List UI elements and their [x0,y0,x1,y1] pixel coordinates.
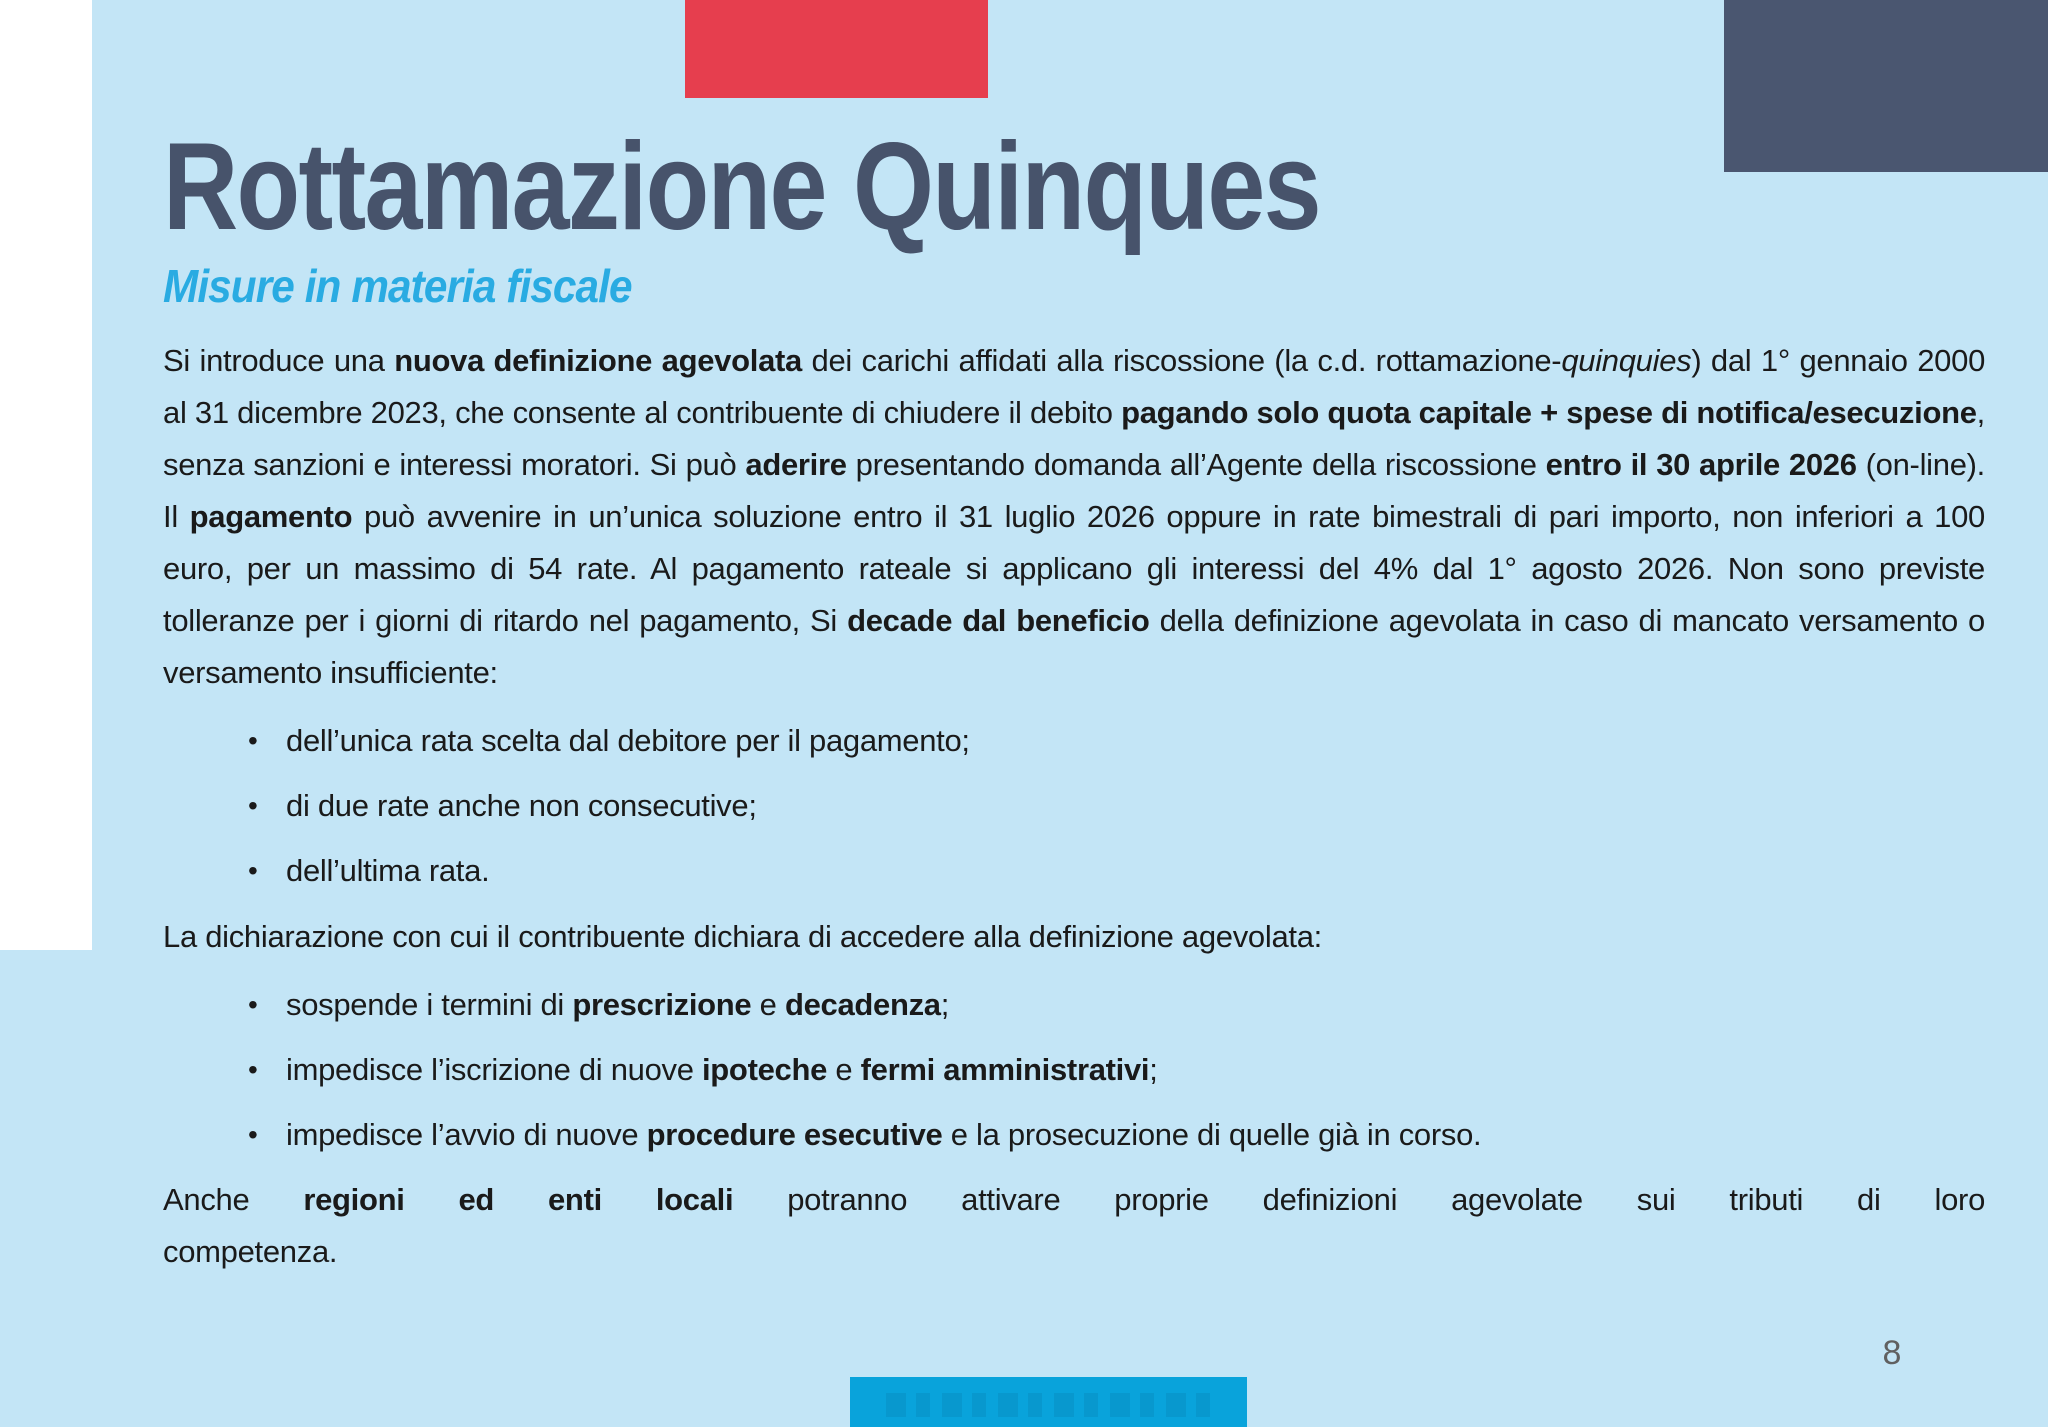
text-segment: di due rate anche non consecutive; [286,788,757,824]
bold-text-segment: prescrizione [572,987,752,1023]
text-segment: e la prosecuzione di quelle già in corso. [942,1117,1482,1153]
bullet-dot-icon: • [248,1054,258,1086]
text-segment: Si introduce una [163,343,395,379]
bullet-item [248,979,1985,1031]
page-number: 8 [1882,1334,1902,1372]
text-segment: Anche [163,1182,304,1218]
bold-text-segment: decade dal beneficio [847,603,1150,639]
text-segment: (on-line). Il [163,447,1985,535]
bullet-text [286,780,757,832]
bold-text-segment: entro il 30 aprile 2026 [1545,447,1857,483]
text-segment: e [751,987,785,1023]
paragraph-dichiarazione: La dichiarazione con cui il contribuente dichiara di accedere alla definizione agevolata: [163,919,1322,955]
text-segment: e [827,1052,861,1088]
text-segment: dell’unica rata scelta dal debitore per il pagamento; [286,723,970,759]
bullet-item [248,715,1985,767]
bullet-text [286,1044,1158,1096]
bold-text-segment: pagando solo quota capitale + spese di notifica/esecuzione [1121,395,1977,431]
text-segment: può avvenire in un’unica soluzione entro il 31 luglio 2026 oppure in rate bimestrali di pari importo, non inferiori a 100 euro, per un massimo di 54 rate. Al pagamento rateale si applicano gli interessi del 4% dal 1° agosto 2026. Non sono previste tolleranze per i giorni di ritardo nel pagamento, Si [163,499,1985,639]
text-segment: ; [940,987,950,1023]
bullet-text [286,979,949,1031]
bullet-dot-icon: • [248,855,258,887]
bullet-dot-icon: • [248,790,258,822]
text-segment: dei carichi affidati alla riscossione (la c.d. rottamazione- [801,343,1562,379]
text-segment: impedisce l’iscrizione di nuove [286,1052,702,1088]
italic-text-segment: quinquies [1561,343,1692,379]
bold-text-segment: procedure esecutive [646,1117,943,1153]
paragraph-main [163,335,1985,699]
bold-text-segment: ipoteche [701,1052,828,1088]
bullet-item [248,1109,1985,1161]
text-segment: , senza sanzioni e interessi moratori. Si può [163,395,1985,483]
bold-text-segment: regioni ed enti locali [303,1182,734,1218]
text-segment: presentando domanda all’Agente della riscossione [846,447,1546,483]
bullet-item [248,845,1985,897]
text-segment: sospende i termini di [286,987,573,1023]
bullet-dot-icon: • [248,725,258,757]
text-segment: della definizione agevolata in caso di mancato versamento o versamento insufficiente: [163,603,1985,691]
bold-text-segment: fermi amministrativi [860,1052,1150,1088]
page-title: Rottamazione Quinques [163,118,1320,256]
bullet-list-decadenza [163,715,1985,897]
bullet-text [286,715,970,767]
text-segment: dell’ultima rata. [286,853,490,889]
bold-text-segment: aderire [745,447,847,483]
text-segment: impedisce l’avvio di nuove [286,1117,647,1153]
bullet-text [286,845,489,897]
bottom-cyan-bar [850,1377,1247,1427]
text-segment: ; [1149,1052,1158,1088]
bullet-list-dichiarazione [163,979,1985,1161]
top-red-accent-bar [685,0,988,98]
clipped-footer-text [886,1393,1217,1417]
bullet-dot-icon: • [248,1119,258,1151]
bold-text-segment: decadenza [784,987,941,1023]
closing-line-2: competenza. [163,1234,338,1270]
bullet-item [248,1044,1985,1096]
bold-text-segment: nuova definizione agevolata [394,343,802,379]
slide-content [163,118,1986,1278]
bullet-dot-icon: • [248,989,258,1021]
paragraph-closing [163,1174,1985,1278]
left-white-strip [0,0,92,950]
text-segment: ) dal 1° gennaio 2000 al 31 dicembre 2023, che consente al contribuente di chiudere il debito [163,343,1986,431]
bold-text-segment: pagamento [189,499,353,535]
bullet-text [286,1109,1481,1161]
bullet-item [248,780,1985,832]
page-subtitle: Misure in materia fiscale [163,260,632,313]
closing-line-1 [163,1174,1985,1226]
text-segment: potranno attivare proprie definizioni agevolate sui tributi di loro [733,1182,1986,1218]
